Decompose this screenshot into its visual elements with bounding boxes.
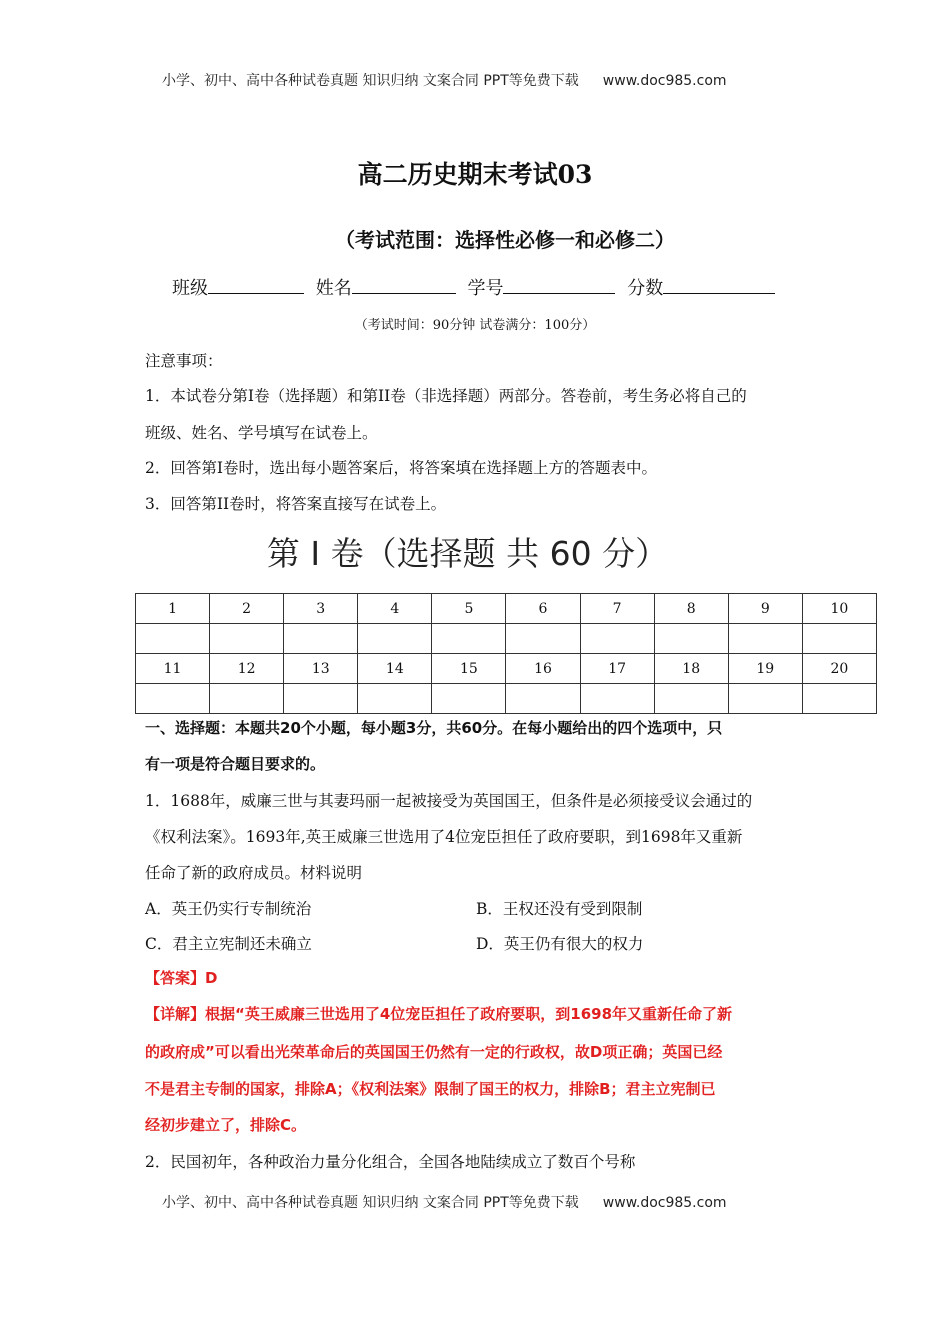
page-title: 高二历史期末考试03 — [357, 160, 593, 189]
question-number-cell: 16 — [506, 654, 580, 684]
answer-cell[interactable] — [432, 684, 506, 714]
answer-table — [135, 593, 877, 714]
exam-scope: （考试范围：选择性必修一和必修二） — [335, 228, 675, 252]
notice-heading: 注意事项： — [145, 352, 223, 370]
notice-item: 2．回答第I卷时，选出每小题答案后，将答案填在选择题上方的答题表中。 — [145, 459, 657, 477]
name-label: 姓名 — [315, 278, 352, 299]
notice-item: 1．本试卷分第I卷（选择题）和第II卷（非选择题）两部分。答卷前，考生务必将自己的 — [145, 387, 747, 405]
answer-cell[interactable] — [136, 624, 210, 654]
score-label: 分数 — [627, 278, 664, 299]
question-number-cell: 9 — [728, 594, 802, 624]
number-label: 学号 — [467, 278, 504, 299]
table-row — [136, 684, 877, 714]
explanation-text: 经初步建立了，排除C。 — [145, 1116, 307, 1134]
answer-cell[interactable] — [210, 624, 284, 654]
answer-cell[interactable] — [136, 684, 210, 714]
number-field[interactable] — [503, 275, 615, 294]
question-number-cell: 15 — [432, 654, 506, 684]
answer-label: 【答案】D — [145, 969, 218, 987]
class-field[interactable] — [208, 275, 304, 294]
answer-cell[interactable] — [654, 624, 728, 654]
page-header — [162, 70, 727, 90]
answer-cell[interactable] — [802, 624, 876, 654]
question-number-cell: 12 — [210, 654, 284, 684]
name-field[interactable] — [352, 275, 456, 294]
answer-cell[interactable] — [580, 684, 654, 714]
exam-time-note: （考试时间：90分钟 试卷满分：100分） — [354, 318, 596, 333]
question-number-cell: 11 — [136, 654, 210, 684]
explanation-text: 【详解】根据“英王威廉三世选用了4位宠臣担任了政府要职，到1698年又重新任命了新 — [145, 1005, 733, 1023]
question-number-cell: 4 — [358, 594, 432, 624]
footer-text: 小学、初中、高中各种试卷真题 知识归纳 文案合同 PPT等免费下载 — [162, 1195, 579, 1211]
option-a: A．英王仍实行专制统治 — [145, 900, 312, 918]
question-number-cell: 7 — [580, 594, 654, 624]
table-row — [136, 594, 877, 624]
section-title: 第 I 卷（选择题 共 60 分） — [266, 534, 669, 573]
answer-cell[interactable] — [284, 624, 358, 654]
table-row — [136, 624, 877, 654]
question-number-cell: 5 — [432, 594, 506, 624]
answer-cell[interactable] — [580, 624, 654, 654]
question-number-cell: 18 — [654, 654, 728, 684]
question-text: 2．民国初年，各种政治力量分化组合，全国各地陆续成立了数百个号称 — [145, 1153, 636, 1171]
answer-cell[interactable] — [728, 684, 802, 714]
answer-cell[interactable] — [802, 684, 876, 714]
question-number-cell: 20 — [802, 654, 876, 684]
header-site-link[interactable]: www.doc985.com — [602, 73, 727, 89]
answer-cell[interactable] — [654, 684, 728, 714]
table-row — [136, 654, 877, 684]
question-number-cell: 2 — [210, 594, 284, 624]
answer-cell[interactable] — [432, 624, 506, 654]
explanation-text: 的政府成”可以看出光荣革命后的英国国王仍然有一定的行政权，故D项正确；英国已经 — [145, 1043, 723, 1061]
answer-cell[interactable] — [358, 624, 432, 654]
score-field[interactable] — [663, 275, 775, 294]
question-number-cell: 13 — [284, 654, 358, 684]
question-number-cell: 19 — [728, 654, 802, 684]
header-text: 小学、初中、高中各种试卷真题 知识归纳 文案合同 PPT等免费下载 — [162, 73, 579, 89]
page-footer — [162, 1192, 727, 1212]
notice-item: 班级、姓名、学号填写在试卷上。 — [145, 424, 378, 442]
question-text: 《权利法案》。1693年,英王威廉三世选用了4位宠臣担任了政府要职，到1698年又重新 — [145, 828, 743, 846]
answer-cell[interactable] — [210, 684, 284, 714]
question-number-cell: 1 — [136, 594, 210, 624]
class-label: 班级 — [172, 278, 208, 299]
footer-site-link[interactable]: www.doc985.com — [602, 1195, 727, 1211]
question-number-cell: 17 — [580, 654, 654, 684]
explanation-text: 不是君主专制的国家，排除A；《权利法案》限制了国王的权力，排除B；君主立宪制已 — [145, 1080, 716, 1098]
student-info-line — [172, 274, 781, 300]
option-b: B．王权还没有受到限制 — [476, 900, 643, 918]
answer-cell[interactable] — [728, 624, 802, 654]
answer-cell[interactable] — [506, 684, 580, 714]
answer-cell[interactable] — [358, 684, 432, 714]
question-number-cell: 14 — [358, 654, 432, 684]
notice-item: 3．回答第II卷时，将答案直接写在试卷上。 — [145, 495, 447, 513]
question-number-cell: 6 — [506, 594, 580, 624]
answer-cell[interactable] — [284, 684, 358, 714]
question-text: 1．1688年，威廉三世与其妻玛丽一起被接受为英国国王，但条件是必须接受议会通过的 — [145, 792, 753, 810]
part-instructions: 有一项是符合题目要求的。 — [145, 755, 326, 773]
question-number-cell: 3 — [284, 594, 358, 624]
answer-cell[interactable] — [506, 624, 580, 654]
question-number-cell: 10 — [802, 594, 876, 624]
question-text: 任命了新的政府成员。材料说明 — [145, 864, 363, 882]
option-d: D．英王仍有很大的权力 — [476, 935, 644, 953]
option-c: C．君主立宪制还未确立 — [145, 935, 312, 953]
part-instructions: 一、选择题：本题共20个小题，每小题3分，共60分。在每小题给出的四个选项中，只 — [145, 719, 723, 737]
question-number-cell: 8 — [654, 594, 728, 624]
